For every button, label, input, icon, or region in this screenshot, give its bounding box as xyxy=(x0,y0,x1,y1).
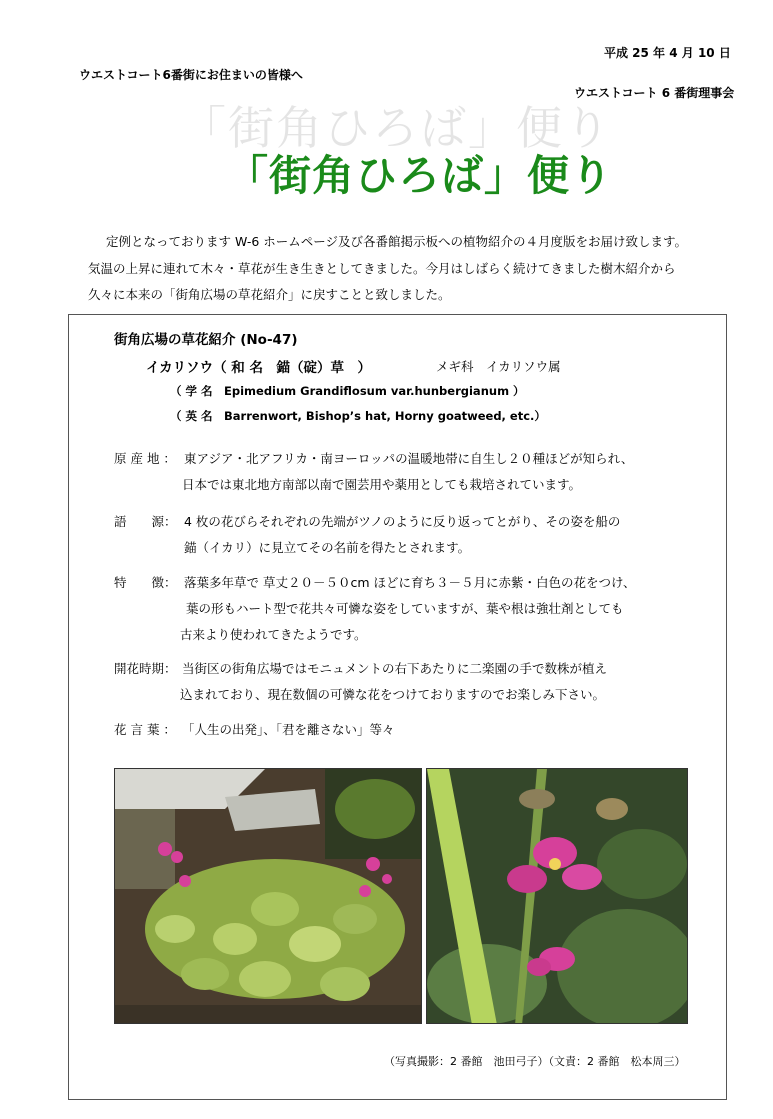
plant-family: メギ科 イカリソウ属 xyxy=(436,359,561,374)
features-text-3: 古来より使われてきたようです。 xyxy=(180,627,367,642)
bloom-label: 開花時期： xyxy=(114,661,177,676)
etymology-text-1: 4 枚の花びらそれぞれの先端がツノのように反り返ってとがり、その姿を船の xyxy=(184,514,621,529)
intro-line-3: 久々に本来の「街角広場の草花紹介」に戻すことと致しました。 xyxy=(88,287,451,302)
epimedium-clump-photo xyxy=(114,768,422,1024)
bloom-text-2: 込まれており、現在数個の可憐な花をつけておりますのでお楽しみ下さい。 xyxy=(180,687,606,702)
bloom-text-1: 当街区の街角広場ではモニュメントの右下あたりに二楽園の手で数株が植え xyxy=(182,661,608,676)
features-label: 特 徴： xyxy=(114,575,177,590)
etymology-text-2: 錨（イカリ）に見立てその名前を得たとされます。 xyxy=(184,540,471,555)
page-title: 「街角ひろば」便り xyxy=(226,151,614,200)
origin-label: 原 産 地 ： xyxy=(114,451,176,466)
flower-language-label: 花 言 葉 ： xyxy=(114,722,176,737)
origin-text-1: 東アジア・北アフリカ・南ヨーロッパの温暖地帯に自生し２０種ほどが知られ、 xyxy=(184,451,634,466)
photo-credit: （写真撮影：2 番館 池田弓子）（文責：2 番館 松本周三） xyxy=(384,1055,686,1068)
epimedium-flower-closeup-photo xyxy=(426,768,688,1024)
english-name: （ 英 名 Barrenwort, Bishop’s hat, Horny goatweed, etc.） xyxy=(170,409,546,423)
intro-line-1: 定例となっております W-6 ホームページ及び各番館掲示板への植物紹介の４月度版をお届け致します。 xyxy=(106,234,688,249)
section-heading: 街角広場の草花紹介 (No-47) xyxy=(114,332,298,348)
addressee: ウエストコート6番街にお住まいの皆様へ xyxy=(79,68,303,82)
sender: ウエストコート 6 番街理事会 xyxy=(574,86,735,100)
scientific-name: （ 学 名 Epimedium Grandiflosum var.hunbergianum ） xyxy=(170,384,525,398)
plant-name: イカリソウ（ 和 名 錨（碇）草 ） xyxy=(146,360,371,376)
title-shadow: 「街角ひろば」便り xyxy=(180,101,612,155)
issue-date: 平成 25 年 4 月 10 日 xyxy=(604,46,731,60)
flower-language-text: 「人生の出発」、「君を離さない」等々 xyxy=(182,722,395,737)
etymology-label: 語 源： xyxy=(114,514,177,529)
features-text-2: 葉の形もハート型で花共々可憐な姿をしていますが、葉や根は強壮剤としても xyxy=(186,601,624,616)
origin-text-2: 日本では東北地方南部以南で園芸用や薬用としても栽培されています。 xyxy=(182,477,582,492)
features-text-1: 落葉多年草で 草丈２０－５０cm ほどに育ち３－５月に赤紫・白色の花をつけ、 xyxy=(184,575,636,590)
intro-line-2: 気温の上昇に連れて木々・草花が生き生きとしてきました。今月はしばらく続けてきました樹木紹介から xyxy=(88,261,676,276)
